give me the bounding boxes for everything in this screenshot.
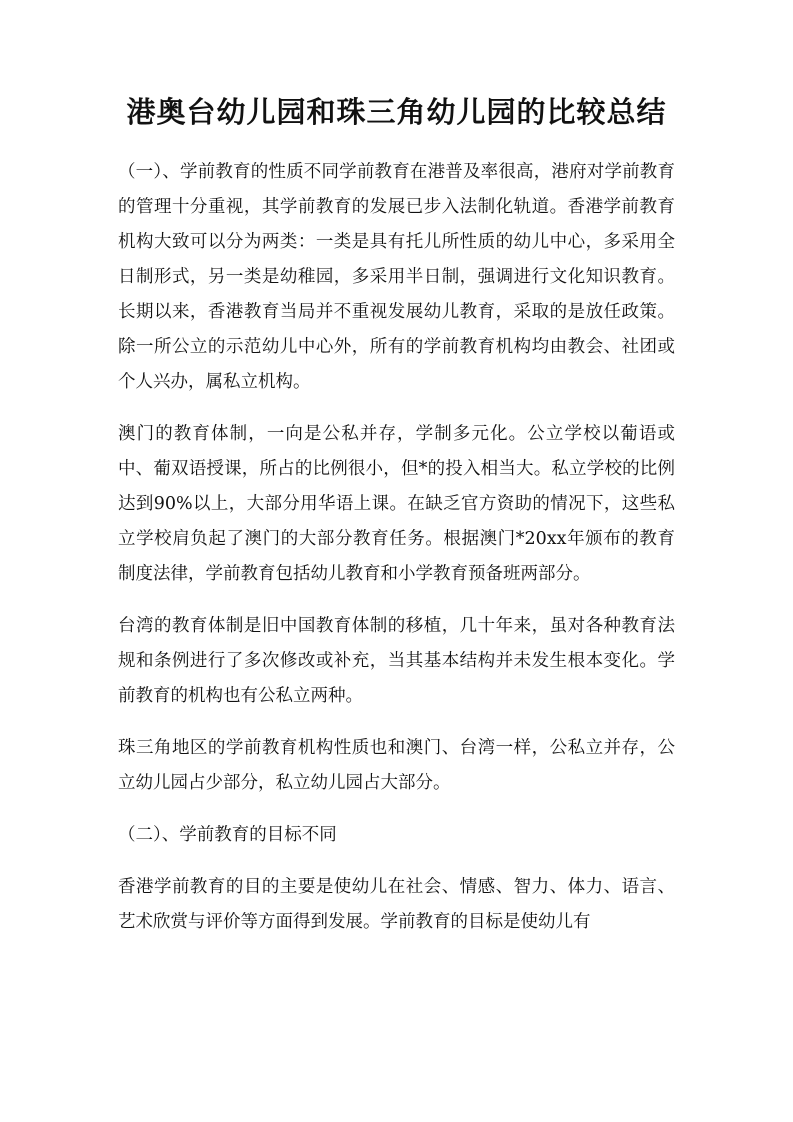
paragraph-hong-kong-goals: 香港学前教育的目的主要是使幼儿在社会、情感、智力、体力、语言、艺术欣赏与评价等方面得到发展。学前教育的目标是使幼儿有 [118, 876, 675, 932]
paragraph-pearl-river-delta: 珠三角地区的学前教育机构性质也和澳门、台湾一样，公私立并存，公立幼儿园占少部分，私立幼儿园占大部分。 [118, 737, 675, 793]
section-heading-goals: （二）、学前教育的目标不同 [118, 824, 337, 845]
document-title: 港奥台幼儿园和珠三角幼儿园的比较总结 [126, 95, 667, 129]
paragraph-macau: 澳门的教育体制，一向是公私并存，学制多元化。公立学校以葡语或中、葡双语授课，所占的比例很小，但*的投入相当大。私立学校的比例达到90%以上，大部分用华语上课。在缺乏官方资助的情况下，这些私立学校肩负起了澳门的大部分教育任务。根据澳门*20xx年颁布的教育制度法律，学前教育包括幼儿教育和小学教育预备班两部分。 [118, 423, 675, 584]
paragraph-taiwan: 台湾的教育体制是旧中国教育体制的移植，几十年来，虽对各种教育法规和条例进行了多次修改或补充，当其基本结构并未发生根本变化。学前教育的机构也有公私立两种。 [118, 615, 675, 706]
paragraph-hong-kong-nature: （一）、学前教育的性质不同学前教育在港普及率很高，港府对学前教育的管理十分重视，其学前教育的发展已步入法制化轨道。香港学前教育机构大致可以分为两类：一类是具有托儿所性质的幼儿中心，多采用全日制形式，另一类是幼稚园，多采用半日制，强调进行文化知识教育。长期以来，香港教育当局并不重视发展幼儿教育，采取的是放任政策。除一所公立的示范幼儿中心外，所有的学前教育机构均由教会、社团或个人兴办，属私立机构。 [118, 161, 675, 392]
